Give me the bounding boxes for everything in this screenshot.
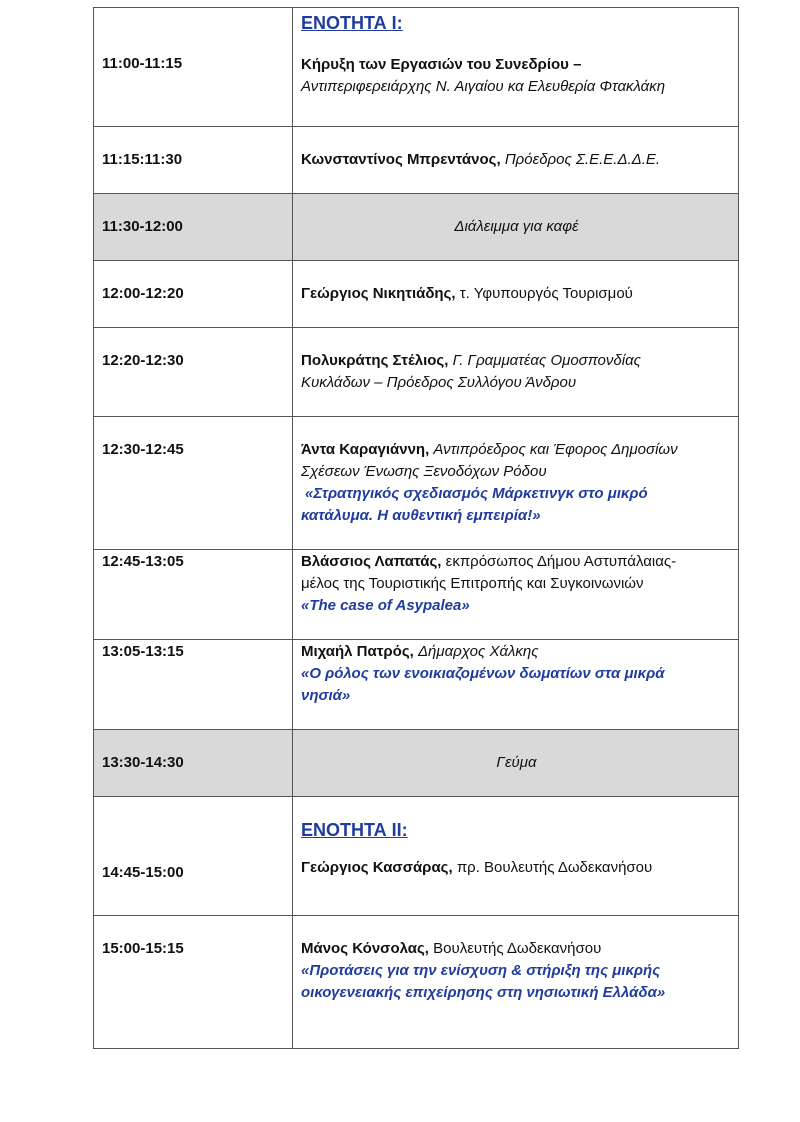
speaker-role-cont: μέλος της Τουριστικής Επιτροπής και Συγκοινωνιών [301,575,644,592]
time-label: 11:15:11:30 [102,151,183,168]
table-row [94,261,739,328]
table-row [94,640,739,730]
content-cell [293,417,739,550]
time-label: 11:00-11:15 [102,55,183,72]
time-label: 11:30-12:00 [102,218,183,235]
time-cell [94,261,293,328]
speaker-role: Βουλευτής Δωδεκανήσου [433,940,602,957]
lunch-label: Γεύμα [496,754,537,771]
section-heading: ΕΝΟΤΗΤΑ Ι: [301,13,403,33]
schedule-table [93,7,739,1049]
time-label: 12:20-12:30 [102,352,184,369]
time-cell [94,797,293,916]
table-row [94,127,739,194]
content-cell [293,194,739,261]
speaker-name: Πολυκράτης Στέλιος, [301,352,449,369]
content-cell [293,797,739,916]
speaker-role-cont: Σχέσεων Ένωσης Ξενοδόχων Ρόδου [301,463,547,480]
time-label: 12:00-12:20 [102,285,184,302]
speaker-role: εκπρόσωπος Δήμου Αστυπάλαιας- [445,553,677,570]
content-cell [293,8,739,127]
section-heading: ΕΝΟΤΗΤΑ ΙΙ: [301,820,408,840]
time-cell [94,730,293,797]
time-cell [94,550,293,640]
speaker-role: Γ. Γραμματέας Ομοσπονδίας [452,352,641,369]
content-cell [293,640,739,730]
time-cell [94,127,293,194]
table-row [94,730,739,797]
table-row [94,916,739,1049]
talk-title: «Ο ρόλος των ενοικιαζομένων δωματίων στα μικρά [301,665,665,682]
speaker-name: Άντα Καραγιάννη, [301,441,430,458]
speaker-name: Μάνος Κόνσολας, [301,940,429,957]
speaker-name: Μιχαήλ Πατρός, [301,643,414,660]
speaker-role: Αντιπεριφερειάρχης Ν. Αιγαίου κα Ελευθερία Φτακλάκη [301,78,666,95]
time-cell [94,328,293,417]
time-label: 14:45-15:00 [102,864,184,881]
time-cell [94,916,293,1049]
talk-title-cont: νησιά» [301,687,351,704]
content-cell [293,550,739,640]
speaker-name: Κωνσταντίνος Μπρεντάνος, [301,151,501,168]
speaker-name: Βλάσσιος Λαπατάς, [301,553,442,570]
time-label: 13:05-13:15 [102,643,184,660]
time-cell [94,8,293,127]
time-cell [94,640,293,730]
speaker-name: Κήρυξη των Εργασιών του Συνεδρίου – [301,56,582,73]
speaker-role: Δήμαρχος Χάλκης [417,643,539,660]
talk-title-cont: οικογενειακής επιχείρησης στη νησιωτική Ελλάδα» [301,984,666,1001]
time-label: 12:45-13:05 [102,553,184,570]
time-label: 12:30-12:45 [102,441,184,458]
time-label: 15:00-15:15 [102,940,184,957]
time-cell [94,417,293,550]
talk-title: «Στρατηγικός σχεδιασμός Μάρκετινγκ στο μικρό [305,485,648,502]
content-cell [293,261,739,328]
speaker-role: πρ. Βουλευτής Δωδεκανήσου [456,859,653,876]
table-row [94,194,739,261]
talk-title: «The case of Asypalea» [301,597,470,614]
table-row [94,328,739,417]
table-row [94,797,739,916]
content-cell [293,127,739,194]
speaker-role-cont: Κυκλάδων – Πρόεδρος Συλλόγου Άνδρου [301,374,577,391]
content-cell [293,328,739,417]
content-cell [293,730,739,797]
table-row [94,550,739,640]
speaker-name: Γεώργιος Νικητιάδης, [301,285,456,302]
speaker-name: Γεώργιος Κασσάρας, [301,859,453,876]
break-label: Διάλειμμα για καφέ [454,218,579,235]
talk-title: «Προτάσεις για την ενίσχυση & στήριξη της μικρής [301,962,661,979]
speaker-role: τ. Υφυπουργός Τουρισμού [459,285,633,302]
time-cell [94,194,293,261]
time-label: 13:30-14:30 [102,754,184,771]
speaker-role: Αντιπρόεδρος και Έφορος Δημοσίων [433,441,678,458]
table-row [94,417,739,550]
table-row [94,8,739,127]
talk-title-cont: κατάλυμα. Η αυθεντική εμπειρία!» [301,507,541,524]
speaker-role: Πρόεδρος Σ.Ε.Ε.Δ.Δ.Ε. [504,151,661,168]
content-cell [293,916,739,1049]
